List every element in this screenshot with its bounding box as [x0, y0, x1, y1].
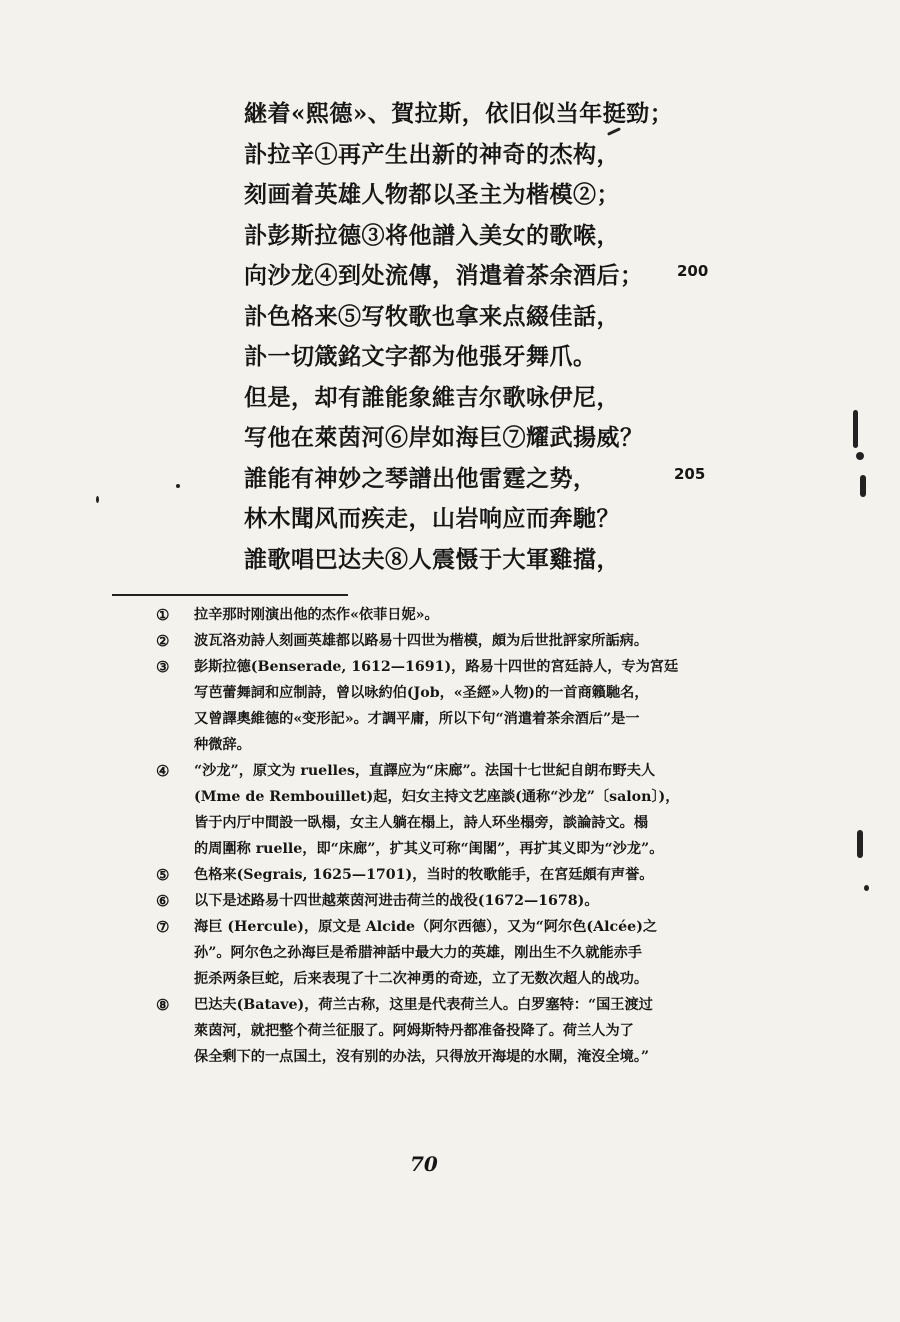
poem-line: 訃色格来⑤写牧歌也拿来点綴佳話，	[244, 302, 620, 330]
footnote-line: 巴达夫(Batave)，荷兰古称，这里是代表荷兰人。白罗塞特：“国王渡过	[194, 997, 653, 1013]
poem-line: 但是，却有誰能象維吉尔歌咏伊尼，	[244, 383, 620, 411]
footnote-line: 孙”。阿尔色之孙海巨是希腊神話中最大力的英雄，刚出生不久就能赤手	[194, 945, 642, 961]
line-number-205: 205	[674, 465, 706, 483]
ink-speck	[96, 496, 99, 503]
footnote-line: 以下是述路易十四世越萊茵河进击荷兰的战役(1672—1678)。	[194, 893, 599, 909]
footnote-marker: ⑦	[156, 918, 170, 936]
footnote-marker: ⑧	[156, 996, 170, 1014]
ink-speck	[857, 830, 863, 858]
footnote	[156, 888, 756, 914]
footnote	[156, 992, 756, 1070]
footnotes	[156, 602, 756, 1070]
ink-speck	[864, 885, 869, 891]
footnote	[156, 654, 756, 758]
footnote	[156, 914, 756, 992]
footnote	[156, 602, 756, 628]
footnote-line: 又曾譯奧維德的«变形記»。才調平庸，所以下句“消遣着茶余酒后”是一	[194, 711, 640, 727]
footnote-line: 海巨 (Hercule)，原文是 Alcide（阿尔西德），又为“阿尔色(Alcée)之	[194, 919, 658, 935]
ink-speck	[860, 475, 866, 497]
footnote-divider	[112, 594, 348, 596]
footnote-line: 写芭蕾舞詞和应制詩，曾以咏約伯(Job，«圣經»人物)的一首商籟馳名，	[194, 685, 649, 701]
footnote-marker: ⑤	[156, 866, 170, 884]
footnote	[156, 862, 756, 888]
ink-speck	[856, 452, 864, 460]
poem-line: 誰歌唱巴达夫⑧人震慑于大軍雞擋，	[244, 545, 620, 573]
footnote-line: 皆于内厅中間設一臥榻，女主人躺在榻上，詩人环坐榻旁，談論詩文。榻	[194, 815, 649, 831]
footnote-line: 拉辛那时刚演出他的杰作«依菲日妮»。	[194, 607, 439, 623]
footnote-marker: ③	[156, 658, 170, 676]
poem-line: 訃拉辛①再产生出新的神奇的杰构，	[244, 140, 620, 168]
line-number-200: 200	[677, 262, 709, 280]
footnote-marker: ⑥	[156, 892, 170, 910]
footnote	[156, 758, 756, 862]
poem-line: 写他在萊茵河⑥岸如海巨⑦耀武揚威？	[244, 424, 644, 451]
footnote	[156, 628, 756, 654]
footnote-marker: ①	[156, 606, 170, 624]
poem-line: 訃彭斯拉德③将他譜入美女的歌喉，	[244, 221, 620, 249]
footnote-line: “沙龙”，原文为 ruelles，直譯应为“床廊”。法国十七世紀自朗布野夫人	[194, 763, 656, 779]
footnote-line: 保全剩下的一点国土，沒有别的办法，只得放开海堤的水閘，淹沒全境。”	[194, 1049, 650, 1065]
footnote-line: 萊茵河，就把整个荷兰征服了。阿姆斯特丹都准备投降了。荷兰人为了	[194, 1023, 634, 1039]
footnote-line: 色格来(Segrais, 1625—1701)，当时的牧歌能手，在宮廷頗有声誉。	[194, 867, 654, 883]
footnote-line: 的周圍称 ruelle，即“床廊”，扩其义可称“闺閣”，再扩其义即为“沙龙”。	[194, 841, 664, 857]
poem-line: 林木聞风而疾走，山岩响应而奔馳？	[244, 505, 620, 532]
footnote-line: 种微辞。	[194, 737, 251, 753]
footnote-line: 扼杀两条巨蛇，后来表現了十二次神勇的奇迹，立了无数次超人的战功。	[194, 971, 649, 987]
footnote-line: 波瓦洛劝詩人刻画英雄都以路易十四世为楷模，頗为后世批評家所詬病。	[194, 633, 649, 649]
footnote-line: (Mme de Rembouillet)起，妇女主持文艺座談(通称“沙龙”〔salon〕)，	[194, 789, 680, 805]
poem-line: 向沙龙④到处流傳，消遣着茶余酒后；	[244, 262, 644, 289]
footnote-marker: ②	[156, 632, 170, 650]
footnote-line: 彭斯拉德(Benserade, 1612—1691)，路易十四世的宮廷詩人，专为宮廷	[194, 659, 679, 675]
poem-line: 誰能有神妙之琴譜出他雷霆之势，	[244, 464, 597, 492]
poem-line: 継着«熙德»、賀拉斯，依旧似当年挺勁；	[244, 100, 674, 127]
poem-text	[244, 94, 684, 580]
ink-speck	[853, 410, 858, 448]
ink-speck	[176, 484, 180, 488]
poem-line: 訃一切箴銘文字都为他張牙舞爪。	[244, 343, 597, 370]
poem-line: 刻画着英雄人物都以圣主为楷模②；	[244, 181, 620, 208]
footnote-marker: ④	[156, 762, 170, 780]
page-number: 70	[410, 1152, 438, 1176]
